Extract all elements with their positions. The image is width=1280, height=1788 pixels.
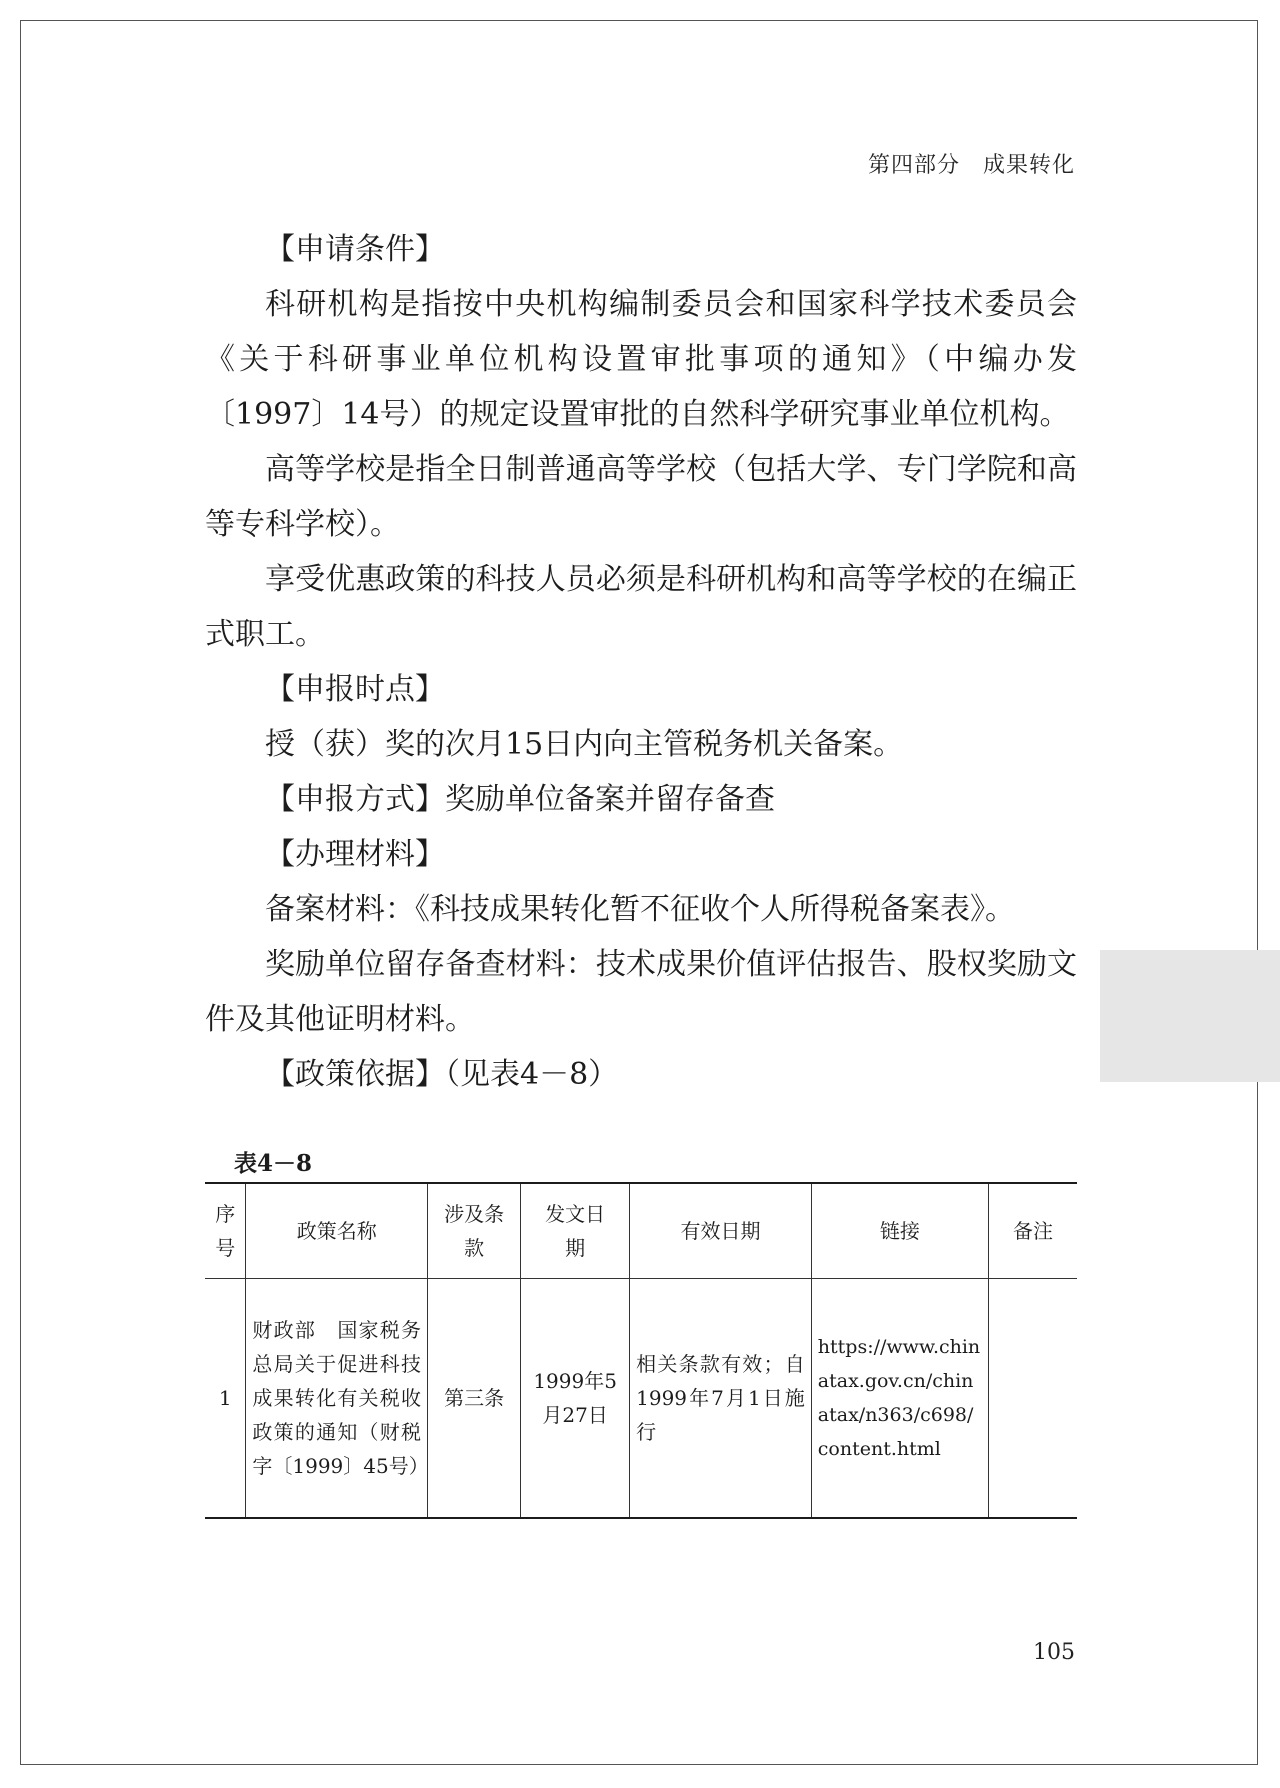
paragraph-retained-materials: 奖励单位留存备查材料：技术成果价值评估报告、股权奖励文件及其他证明材料。 xyxy=(205,947,1077,1037)
paragraph-policy-basis: 【政策依据】（见表4－8） xyxy=(265,1057,619,1092)
header-link: 链接 xyxy=(811,1183,988,1279)
paragraph-materials-heading: 【办理材料】 xyxy=(265,837,445,872)
cell-remark xyxy=(988,1279,1077,1519)
cell-clause: 第三条 xyxy=(428,1279,521,1519)
paragraph-filing-materials: 备案材料：《科技成果转化暂不征收个人所得税备案表》。 xyxy=(265,892,1015,927)
cell-policy-name: 财政部 国家税务总局关于促进科技成果转化有关税收政策的通知（财税字〔1999〕45号） xyxy=(246,1279,428,1519)
cell-link[interactable]: https://www.chinatax.gov.cn/chinatax/n363/c698/content.html xyxy=(811,1279,988,1519)
chapter-side-tab xyxy=(1100,950,1280,1082)
paragraph-apply-conditions-heading: 【申请条件】 xyxy=(265,232,445,267)
table-header-row xyxy=(205,1183,1077,1279)
header-remark: 备注 xyxy=(988,1183,1077,1279)
paragraph-higher-education: 高等学校是指全日制普通高等学校（包括大学、专门学院和高等专科学校）。 xyxy=(205,452,1077,542)
table-caption: 表4－8 xyxy=(234,1150,313,1177)
header-issue-date: 发文日期 xyxy=(521,1183,630,1279)
header-effective-date: 有效日期 xyxy=(630,1183,812,1279)
cell-no: 1 xyxy=(205,1279,246,1519)
cell-effective-date: 相关条款有效；自1999年7月1日施行 xyxy=(630,1279,812,1519)
header-policy-name: 政策名称 xyxy=(246,1183,428,1279)
running-header: 第四部分 成果转化 xyxy=(867,153,1075,178)
table-row xyxy=(205,1279,1077,1519)
paragraph-research-institution: 科研机构是指按中央机构编制委员会和国家科学技术委员会《关于科研事业单位机构设置审批事项的通知》（中编办发〔1997〕14号）的规定设置审批的自然科学研究事业单位机构。 xyxy=(205,287,1077,432)
body-text xyxy=(205,222,1077,1102)
header-no: 序号 xyxy=(205,1183,246,1279)
page-number: 105 xyxy=(1033,1640,1075,1665)
paragraph-filing-time: 授（获）奖的次月15日内向主管税务机关备案。 xyxy=(265,727,904,762)
header-clause: 涉及条款 xyxy=(428,1183,521,1279)
paragraph-filing-time-heading: 【申报时点】 xyxy=(265,672,445,707)
policy-table xyxy=(205,1182,1077,1519)
paragraph-filing-method: 【申报方式】奖励单位备案并留存备查 xyxy=(265,782,775,817)
paragraph-eligible-staff: 享受优惠政策的科技人员必须是科研机构和高等学校的在编正式职工。 xyxy=(205,562,1077,652)
cell-issue-date: 1999年5月27日 xyxy=(521,1279,630,1519)
